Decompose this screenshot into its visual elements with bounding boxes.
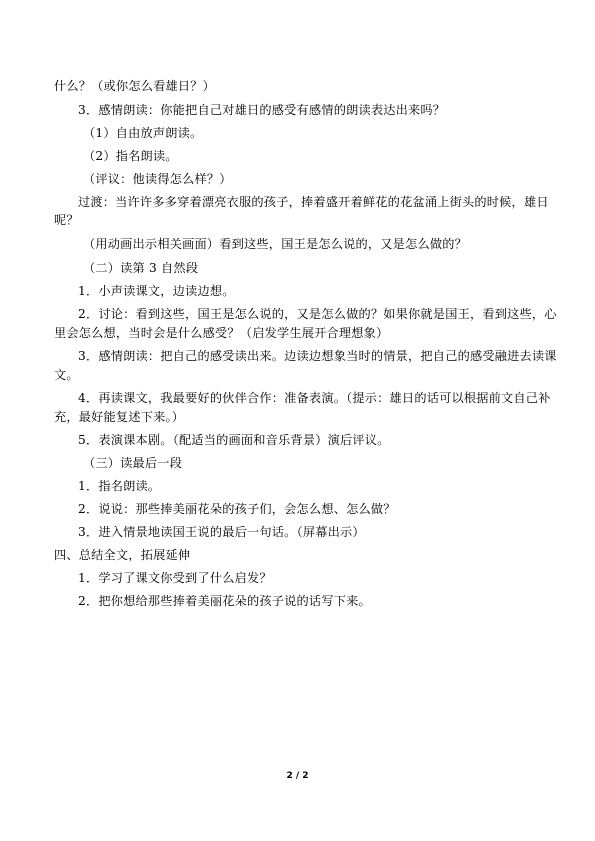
text-line: 充，最好能复述下来。） <box>54 410 185 424</box>
text-line: 过渡：当许许多多穿着漂亮衣服的孩子，捧着盛开着鲜花的花盆涌上街头的时候，雄日 <box>78 195 549 209</box>
text-line: （用动画出示相关画面）看到这些，国王是怎么说的，又是怎么做的？ <box>83 237 468 251</box>
section-heading: 四、总结全文，拓展延伸 <box>54 548 191 562</box>
text-line: 3．感情朗读：把自己的感受读出来。边读边想象当时的情景，把自己的感受融进去读课 <box>78 349 557 363</box>
text-line: （2）指名朗读。 <box>83 149 178 163</box>
text-line: 2．讨论：看到这些，国王是怎么说的，又是怎么做的？如果你就是国王，看到这些，心 <box>78 307 557 321</box>
text-line: 1．指名朗读。 <box>78 479 161 493</box>
section-heading: （三）读最后一段 <box>83 456 183 470</box>
text-line: 文。 <box>54 368 79 382</box>
text-line: 1．学习了课文你受到了什么启发？ <box>78 571 272 585</box>
text-line: 4．再读课文，我最要好的伙伴合作：准备表演。（提示：雄日的话可以根据前文自己补 <box>78 391 551 405</box>
text-line: （评议：他读得怎么样？） <box>83 172 232 186</box>
section-heading: （二）读第 3 自然段 <box>83 261 199 275</box>
text-line: 5．表演课本剧。（配适当的画面和音乐背景）演后评议。 <box>78 433 390 447</box>
text-line: 什么？（或你怎么看雄日？） <box>54 79 216 93</box>
text-line: 3．进入情景地读国王说的最后一句话。（屏幕出示） <box>78 525 365 539</box>
text-line: 2．说说：那些捧美丽花朵的孩子们，会怎么想、怎么做？ <box>78 502 396 516</box>
page-number: 2 / 2 <box>286 771 309 781</box>
text-line: 里会怎么想，当时会是什么感受？（启发学生展开合理想象） <box>54 326 389 340</box>
text-line: （1）自由放声朗读。 <box>83 126 203 140</box>
text-line: 1．小声读课文，边读边想。 <box>78 284 235 298</box>
text-line: 呢？ <box>54 213 79 227</box>
text-line: 2．把你想给那些捧着美丽花朵的孩子说的话写下来。 <box>78 594 371 608</box>
text-line: 3．感情朗读：你能把自己对雄日的感受有感情的朗读表达出来吗？ <box>78 103 446 117</box>
